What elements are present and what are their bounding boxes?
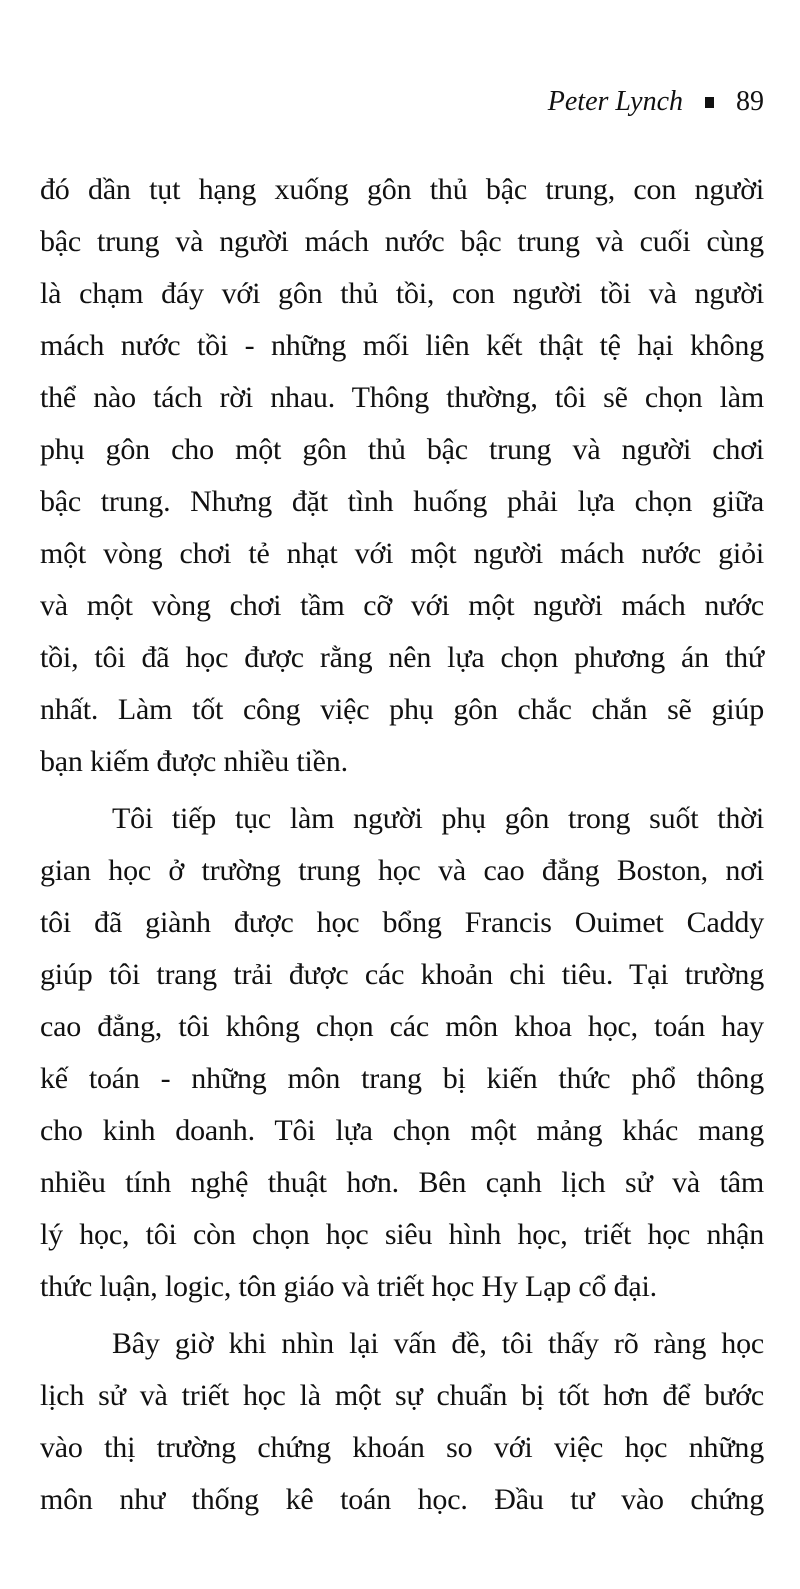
paragraph [40,164,764,788]
text-line: bậc trung và người mách nước bậc trung và cuối cùng [40,225,764,258]
text-line: tôi đã giành được học bổng Francis Ouimet Caddy [40,906,764,939]
running-header-author: Peter Lynch [547,86,683,117]
text-line: bậc trung. Nhưng đặt tình huống phải lựa chọn giữa [40,485,764,518]
text-line: môn như thống kê toán học. Đầu tư vào chứng [40,1483,764,1516]
running-header [548,86,764,118]
text-line: giúp tôi trang trải được các khoản chi tiêu. Tại trường [40,958,764,991]
text-line: tồi, tôi đã học được rằng nên lựa chọn phương án thứ [40,641,764,674]
text-line: vào thị trường chứng khoán so với việc học những [40,1431,764,1464]
text-line: bạn kiếm được nhiều tiền. [40,745,348,778]
text-line: đó dần tụt hạng xuống gôn thủ bậc trung, con người [40,173,764,206]
text-line: thể nào tách rời nhau. Thông thường, tôi sẽ chọn làm [40,381,764,414]
text-line: lịch sử và triết học là một sự chuẩn bị tốt hơn để bước [40,1379,764,1412]
text-line: nhất. Làm tốt công việc phụ gôn chắc chắn sẽ giúp [40,693,764,726]
paragraph [40,1318,764,1526]
text-line: là chạm đáy với gôn thủ tồi, con người tồi và người [40,277,764,310]
text-line: Bây giờ khi nhìn lại vấn đề, tôi thấy rõ ràng học [112,1327,764,1360]
text-line: lý học, tôi còn chọn học siêu hình học, triết học nhận [40,1218,764,1251]
text-line: và một vòng chơi tầm cỡ với một người mách nước [40,589,764,622]
text-line: kế toán - những môn trang bị kiến thức phổ thông [40,1062,764,1095]
text-line: thức luận, logic, tôn giáo và triết học Hy Lạp cổ đại. [40,1270,657,1303]
text-line: cao đẳng, tôi không chọn các môn khoa học, toán hay [40,1010,764,1043]
body-text [40,164,764,1531]
text-line: Tôi tiếp tục làm người phụ gôn trong suốt thời [112,802,764,835]
text-line: gian học ở trường trung học và cao đẳng Boston, nơi [40,854,764,887]
text-line: phụ gôn cho một gôn thủ bậc trung và người chơi [40,433,764,466]
paragraph [40,793,764,1313]
text-line: một vòng chơi tẻ nhạt với một người mách nước giỏi [40,537,764,570]
text-line: cho kinh doanh. Tôi lựa chọn một mảng khác mang [40,1114,764,1147]
page-number: 89 [736,86,764,117]
text-line: nhiều tính nghệ thuật hơn. Bên cạnh lịch sử và tâm [40,1166,764,1199]
square-separator-icon [705,97,714,108]
text-line: mách nước tồi - những mối liên kết thật tệ hại không [40,329,764,362]
